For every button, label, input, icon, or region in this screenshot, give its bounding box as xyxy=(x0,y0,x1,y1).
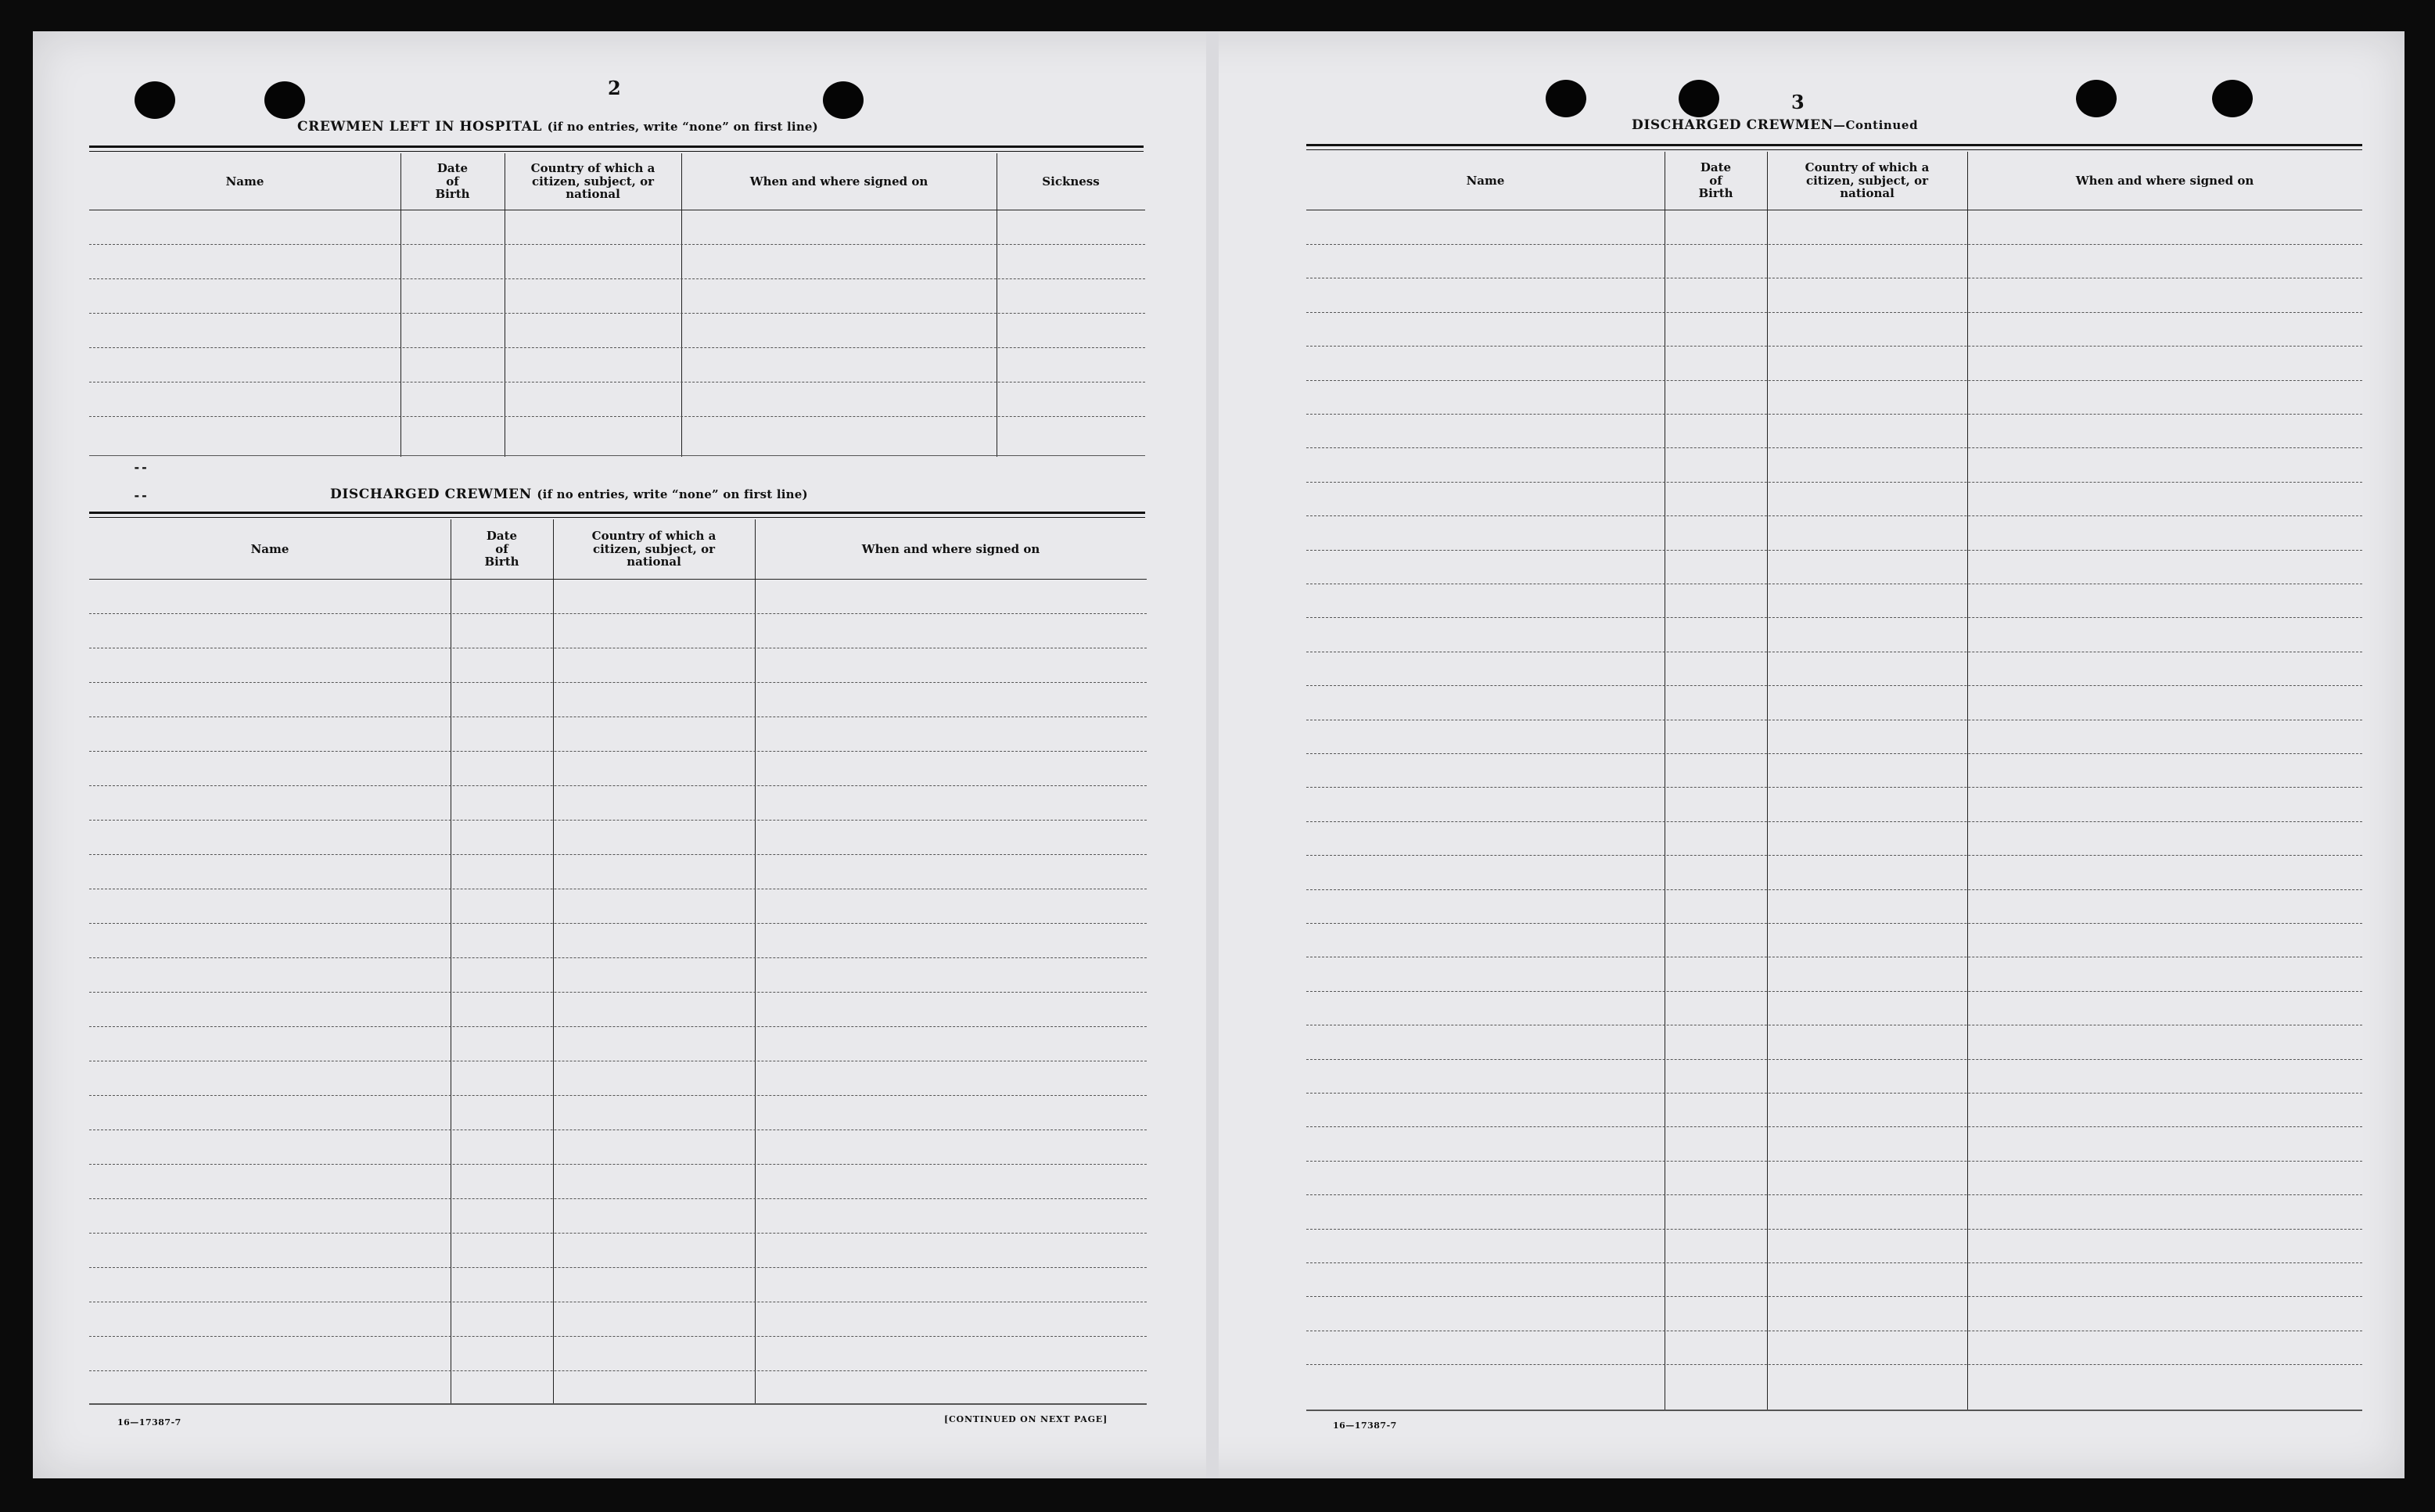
table-row xyxy=(89,1267,1147,1268)
hospital-title-text: CREWMEN LEFT IN HOSPITAL xyxy=(297,119,543,135)
table-row xyxy=(1306,855,2362,856)
table-row xyxy=(89,313,1145,314)
table-row xyxy=(89,820,1147,821)
table-row xyxy=(1306,1093,2362,1094)
table-row xyxy=(1306,617,2362,618)
table-row xyxy=(89,923,1147,924)
discharged-title-text: DISCHARGED CREWMEN xyxy=(330,487,532,502)
table-bottom-rule xyxy=(1306,1410,2362,1411)
hospital-title-note: (if no entries, write “none” on first line) xyxy=(547,120,818,134)
hospital-table xyxy=(89,153,1145,457)
header-rule xyxy=(89,145,1144,148)
column-header-date-of-birth: Date of Birth xyxy=(484,529,519,569)
form-code: 16—17387-7 xyxy=(117,1417,181,1428)
table-row xyxy=(89,1370,1147,1371)
continued-label: —Continued xyxy=(1833,118,1919,132)
table-row xyxy=(1306,889,2362,890)
table-row xyxy=(1306,447,2362,448)
table-row xyxy=(1306,346,2362,347)
table-row xyxy=(1306,923,2362,924)
column-divider xyxy=(553,519,554,1405)
table-row xyxy=(1306,821,2362,822)
binder-hole xyxy=(264,81,305,119)
margin-dash-mark: -- xyxy=(133,488,149,503)
table-row xyxy=(89,1336,1147,1337)
binder-hole xyxy=(2212,80,2253,117)
table-row xyxy=(89,347,1145,348)
table-row xyxy=(89,992,1147,993)
column-header-name: Name xyxy=(1466,173,1505,188)
table-row xyxy=(89,416,1145,417)
continued-note: [CONTINUED ON NEXT PAGE] xyxy=(944,1414,1108,1424)
table-row xyxy=(89,716,1147,717)
binder-hole xyxy=(1679,80,1719,117)
table-row xyxy=(89,854,1147,855)
table-row xyxy=(1306,991,2362,992)
column-header-signed-on: When and where signed on xyxy=(749,174,928,189)
table-row xyxy=(1306,515,2362,516)
table-row xyxy=(1306,1194,2362,1195)
table-row xyxy=(1306,414,2362,415)
table-row xyxy=(89,1198,1147,1199)
table-row xyxy=(89,751,1147,752)
table-row xyxy=(1306,787,2362,788)
table-row xyxy=(89,244,1145,245)
table-row xyxy=(89,957,1147,958)
column-divider xyxy=(1967,152,1968,1411)
column-header-date-of-birth: Date of Birth xyxy=(435,161,470,202)
hospital-section-title xyxy=(297,119,818,135)
table-row xyxy=(1306,1364,2362,1365)
discharged-continued-title xyxy=(1632,117,1918,133)
page-number: 3 xyxy=(1791,91,1805,113)
table-row xyxy=(1306,1059,2362,1060)
page-gutter xyxy=(1206,31,1219,1478)
form-code: 16—17387-7 xyxy=(1333,1420,1397,1431)
column-header-name: Name xyxy=(250,541,289,556)
table-row xyxy=(1306,482,2362,483)
table-row xyxy=(89,1164,1147,1165)
table-row xyxy=(89,278,1145,279)
binder-hole xyxy=(823,81,864,119)
table-header xyxy=(89,519,1147,580)
table-row xyxy=(89,1095,1147,1096)
table-row xyxy=(89,785,1147,786)
page-number: 2 xyxy=(608,77,621,99)
form-sheet xyxy=(33,31,2404,1478)
table-row xyxy=(1306,380,2362,381)
discharged-title-note: (if no entries, write “none” on first line) xyxy=(537,487,808,501)
table-row xyxy=(1306,685,2362,686)
column-header-country: Country of which a citizen, subject, or national xyxy=(591,529,716,569)
binder-hole xyxy=(1546,80,1586,117)
table-row xyxy=(1306,1262,2362,1263)
table-row xyxy=(89,1026,1147,1027)
table-row xyxy=(1306,1161,2362,1162)
table-row xyxy=(89,455,1145,456)
table-header xyxy=(89,153,1145,210)
binder-hole xyxy=(2076,80,2117,117)
table-row xyxy=(1306,244,2362,245)
column-header-country: Country of which a citizen, subject, or national xyxy=(1805,160,1930,201)
table-row xyxy=(89,613,1147,614)
table-row xyxy=(1306,753,2362,754)
table-bottom-rule xyxy=(89,1403,1147,1405)
column-header-signed-on: When and where signed on xyxy=(2075,173,2254,188)
table-row xyxy=(1306,1296,2362,1297)
discharged-section-title xyxy=(330,487,808,502)
table-row xyxy=(1306,550,2362,551)
header-rule xyxy=(1306,144,2362,146)
table-row xyxy=(1306,1229,2362,1230)
column-header-signed-on: When and where signed on xyxy=(861,541,1040,556)
column-header-date-of-birth: Date of Birth xyxy=(1698,160,1733,201)
table-row xyxy=(89,682,1147,683)
discharged-continued-table xyxy=(1306,152,2362,1411)
column-divider xyxy=(400,153,401,457)
table-row xyxy=(1306,312,2362,313)
header-rule xyxy=(89,512,1145,514)
column-header-name: Name xyxy=(225,174,264,189)
column-header-sickness: Sickness xyxy=(1042,174,1100,189)
right-page xyxy=(1219,31,2404,1478)
table-row xyxy=(89,1233,1147,1234)
column-divider xyxy=(1767,152,1768,1411)
table-row xyxy=(1306,1126,2362,1127)
left-page xyxy=(33,31,1206,1478)
margin-dash-mark: -- xyxy=(133,460,149,475)
column-divider xyxy=(755,519,756,1405)
column-divider xyxy=(681,153,682,457)
discharged-title-text: DISCHARGED CREWMEN xyxy=(1632,117,1833,133)
column-header-country: Country of which a citizen, subject, or national xyxy=(530,161,655,202)
table-header xyxy=(1306,152,2362,210)
binder-hole xyxy=(135,81,175,119)
discharged-table xyxy=(89,519,1147,1405)
